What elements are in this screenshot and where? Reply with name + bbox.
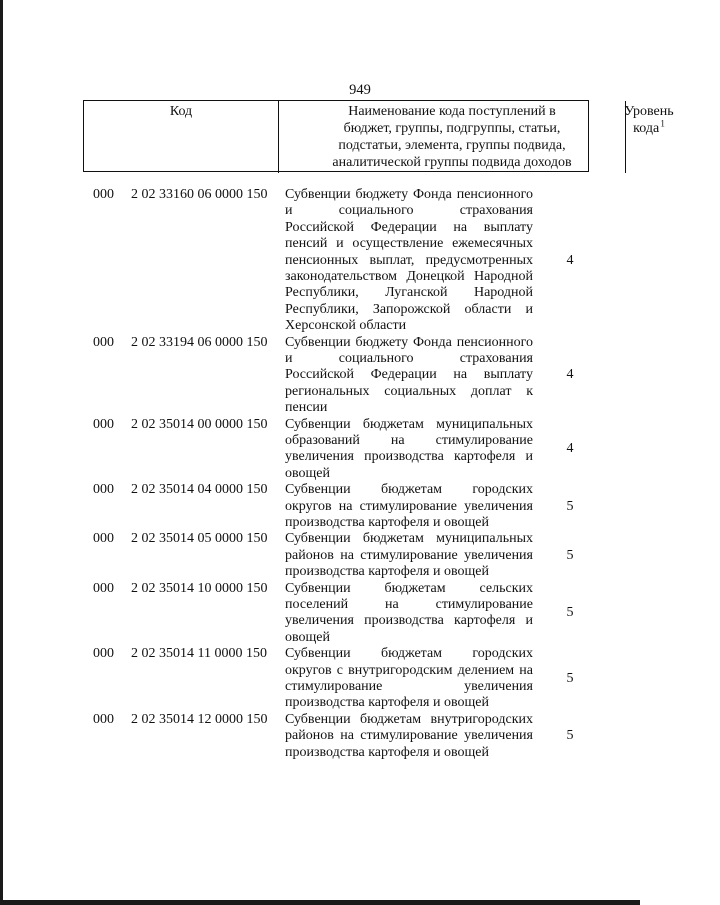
- income-name-line: увеличения производства картофеля и: [285, 613, 533, 629]
- income-name-line: и социального страхования: [285, 203, 533, 219]
- income-name: [285, 482, 533, 531]
- table-row: [0, 712, 640, 761]
- table-row: [0, 417, 640, 483]
- header-name-line: подстатьи, элемента, группы подвида,: [338, 138, 566, 153]
- admin-code: 000: [93, 711, 114, 727]
- income-name-line: Субвенции бюджетам городских: [285, 646, 533, 662]
- table-row: [0, 482, 640, 531]
- income-code: 2 02 33194 06 0000 150: [131, 334, 268, 350]
- admin-code: 000: [93, 580, 114, 596]
- income-name-line: районов на стимулирование увеличения: [285, 728, 533, 744]
- income-name-line: округов с внутригородским делением на: [285, 662, 533, 678]
- admin-code: 000: [93, 531, 114, 547]
- code-level: 5: [566, 728, 574, 744]
- income-code: 2 02 35014 00 0000 150: [131, 416, 268, 432]
- income-name-line: Республики, Запорожской области и: [285, 301, 533, 317]
- table-row: [0, 531, 640, 580]
- income-code: 2 02 35014 04 0000 150: [131, 482, 268, 498]
- income-name: [285, 335, 533, 417]
- income-name-line: Российской Федерации на выплату: [285, 219, 533, 235]
- header-level-word: кода: [633, 121, 660, 136]
- income-name-line: районов на стимулирование увеличения: [285, 547, 533, 563]
- header-level-line1: Уровень: [624, 104, 674, 119]
- income-name-line: овощей: [285, 629, 331, 645]
- income-code: 2 02 35014 12 0000 150: [131, 711, 268, 727]
- income-name-line: законодательством Донецкой Народной: [285, 269, 533, 285]
- admin-code: 000: [93, 187, 114, 202]
- table-row: [0, 335, 640, 417]
- income-name-line: Субвенции бюджетам городских: [285, 482, 533, 498]
- table-header: [83, 100, 674, 172]
- admin-code: 000: [93, 334, 114, 350]
- header-level-footnote-mark: 1: [660, 118, 665, 129]
- income-name-line: Субвенции бюджету Фонда пенсионного: [285, 334, 533, 350]
- income-name-line: образований на стимулирование: [285, 433, 533, 448]
- admin-code: 000: [93, 416, 114, 432]
- code-level: 4: [566, 441, 574, 457]
- income-name-line: Субвенции бюджетам муниципальных: [285, 416, 533, 432]
- table-row: [0, 581, 640, 647]
- code-level: 5: [566, 605, 574, 621]
- income-name: [285, 581, 533, 647]
- income-name: [285, 646, 533, 712]
- income-name-line: и социального страхования: [285, 351, 533, 366]
- admin-code: 000: [93, 482, 114, 498]
- code-level: 4: [566, 252, 574, 268]
- income-code: 2 02 35014 11 0000 150: [131, 646, 267, 662]
- table-row: [0, 646, 640, 712]
- header-name-line: Наименование кода поступлений в: [348, 104, 556, 119]
- income-name: [285, 187, 533, 335]
- income-code: 2 02 33160 06 0000 150: [131, 187, 268, 202]
- admin-code: 000: [93, 646, 114, 662]
- income-name: [285, 712, 533, 761]
- code-level: 5: [566, 547, 574, 563]
- income-name-line: стимулирование увеличения: [285, 679, 533, 694]
- income-name-line: пенсионных выплат, предусмотренных: [285, 252, 533, 268]
- header-level: [624, 101, 674, 173]
- table-row: [0, 187, 640, 335]
- income-name-line: Субвенции бюджетам муниципальных: [285, 531, 533, 547]
- income-name: [285, 417, 533, 483]
- income-name-line: округов на стимулирование увеличения: [285, 498, 533, 514]
- income-name-line: производства картофеля и овощей: [285, 515, 489, 530]
- page-number: 949: [349, 82, 371, 98]
- income-name-line: производства картофеля и овощей: [285, 695, 489, 711]
- scan-border-bottom: [0, 900, 640, 905]
- income-name-line: овощей: [285, 465, 331, 481]
- code-level: 4: [566, 367, 574, 383]
- income-name-line: Республики, Луганской Народной: [285, 285, 533, 301]
- header-level-line2: [624, 120, 674, 137]
- income-name-line: Субвенции бюджетам сельских: [285, 580, 533, 596]
- income-name-line: увеличения производства картофеля и: [285, 449, 533, 465]
- header-name: [278, 101, 626, 173]
- header-name-line: аналитической группы подвида доходов: [332, 155, 572, 170]
- income-name: [285, 531, 533, 580]
- code-level: 5: [566, 498, 574, 514]
- income-name-line: Субвенции бюджету Фонда пенсионного: [285, 187, 533, 202]
- income-name-line: Российской Федерации на выплату: [285, 367, 533, 383]
- income-name-line: пенсии: [285, 400, 328, 416]
- income-name-line: пенсий и осуществление ежемесячных: [285, 236, 533, 252]
- income-name-line: Херсонской области: [285, 318, 407, 334]
- income-name-line: поселений на стимулирование: [285, 597, 533, 612]
- income-name-line: производства картофеля и овощей: [285, 744, 489, 760]
- income-name-line: Субвенции бюджетам внутригородских: [285, 711, 533, 727]
- code-level: 5: [566, 670, 574, 686]
- income-name-line: производства картофеля и овощей: [285, 564, 489, 580]
- header-code: Код: [169, 104, 193, 119]
- header-name-line: бюджет, группы, подгруппы, статьи,: [343, 121, 561, 136]
- income-code: 2 02 35014 10 0000 150: [131, 580, 268, 596]
- income-code: 2 02 35014 05 0000 150: [131, 531, 268, 547]
- income-name-line: региональных социальных доплат к: [285, 383, 533, 399]
